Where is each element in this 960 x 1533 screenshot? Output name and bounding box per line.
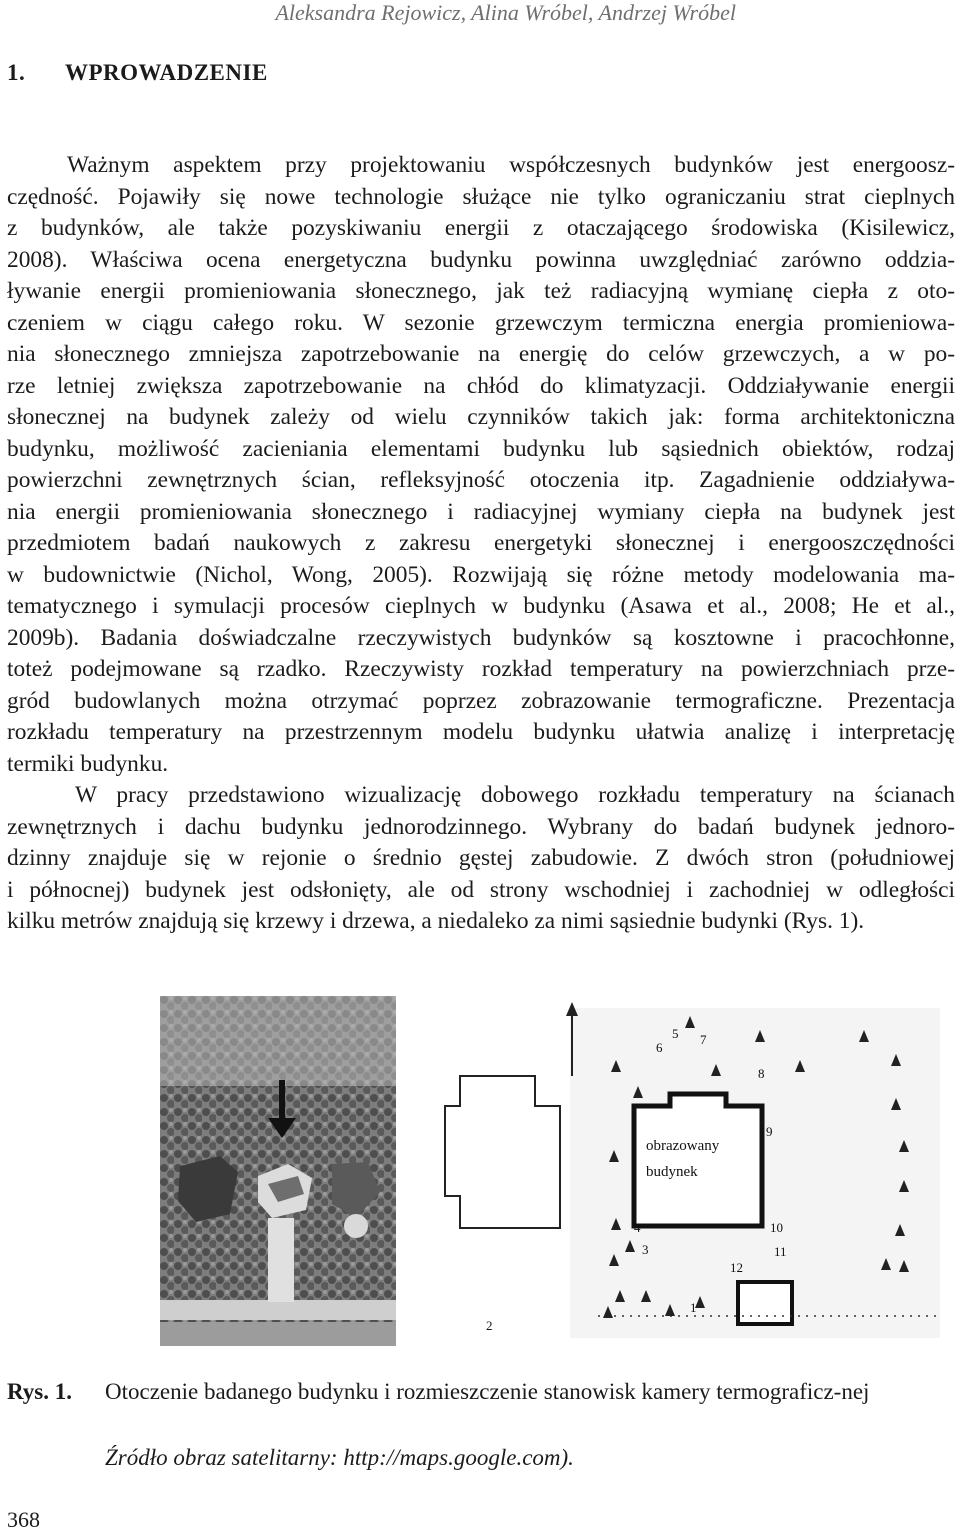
text-line: rze letniej zwiększa zapotrzebowanie na chłód do klimatyzacji. Oddziaływanie energii [7,372,955,399]
text-line: powierzchni zewnętrznych ścian, refleksyjność otoczenia itp. Zagadnienie oddziaływa- [7,467,955,493]
text-line: w budownictwie (Nichol, Wong, 2005). Rozwijają się różne metody modelowania ma- [7,561,955,588]
text-line: Ważnym aspektem przy projektowaniu współczesnych budynków jest energoosz- [67,152,955,178]
text-line: z budynków, ale także pozyskiwaniu energii z otaczającego środowiska (Kisilewicz, [7,215,955,241]
text-line: 2009b). Badania doświadczalne rzeczywistych budynków są kosztowne i pracochłonne, [7,624,955,651]
text-line: tematycznego i symulacji procesów cieplnych w budynku (Asawa et al., 2008; He et al., [7,593,955,619]
section-number: 1. [7,60,26,85]
site-map [396,996,960,1346]
text-line: kilku metrów znajdują się krzewy i drzewa, a niedaleko za nimi sąsiednie budynki (Rys. 1). [7,908,865,934]
caption-label: Rys. 1. [7,1379,73,1404]
text-line: gród budowlanych można otrzymać poprzez zobrazowanie termograficzne. Prezentacja [7,687,955,714]
text-line: dzinny znajduje się w rejonie o średnio gęstej zabudowie. Z dwóch stron (południowej [7,845,955,871]
running-header-authors: Aleksandra Rejowicz, Alina Wróbel, Andrzej Wróbel [275,0,736,25]
text-line: zewnętrznych i dachu budynku jednorodzinnego. Wybrany do badań budynek jednoro- [7,813,955,840]
text-line: termiki budynku. [7,750,169,777]
caption-source: Źródło obraz satelitarny: http://maps.google.com). [105,1445,574,1470]
station-number: 12 [730,1260,743,1275]
station-number: 8 [758,1066,765,1081]
map-label-line-1: obrazowany [646,1138,720,1154]
section-heading [7,60,268,86]
surveyed-building [634,1094,762,1226]
station-number: 3 [642,1242,649,1257]
caption-text: Otoczenie badanego budynku i rozmieszczenie stanowisk kamery termograficz-nej [105,1379,870,1404]
station-number: 7 [700,1032,707,1047]
paragraph-2 [7,780,955,938]
satellite-photo [160,996,396,1346]
small-building [738,1282,792,1324]
body-text [7,150,955,938]
text-line: toteż podejmowane są rzadko. Rzeczywisty rozkład temperatury na powierzchniach prze- [7,656,955,682]
text-line: 2008). Właściwa ocena energetyczna budynku powinna uwzględniać zarówno oddzia- [7,246,955,273]
text-line: nia słonecznego zmniejsza zapotrzebowanie na energię do celów grzewczych, a w po- [7,341,955,367]
text-line: i północnej) budynek jest odsłonięty, ale od strony wschodniej i zachodniej w odległości [7,876,955,903]
page-number: 368 [7,1507,40,1532]
figure-1 [160,996,960,1346]
station-number: 4 [634,1220,641,1235]
text-line: rozkładu temperatury na przestrzennym modelu budynku ułatwia analizę i interpretację [7,719,955,745]
station-number: 10 [770,1220,783,1235]
map-label-line-2: budynek [646,1164,698,1180]
station-number: 5 [672,1026,679,1041]
text-line: W pracy przedstawiono wizualizację dobowego rozkładu temperatury na ścianach [75,782,955,808]
text-line: budynku, możliwość zacieniania elementami budynku lub sąsiednich obiektów, rodzaj [7,435,955,462]
text-line: ływanie energii promieniowania słonecznego, jak też radiacyjną wymianę ciepła z oto- [7,278,955,304]
text-line: czędność. Pojawiły się nowe technologie służące nie tylko ograniczaniu strat cieplnych [7,183,955,210]
text-line: przedmiotem badań naukowych z zakresu energetyki słonecznej i energooszczędności [7,530,955,556]
station-number: 6 [656,1040,663,1055]
text-line: nia energii promieniowania słonecznego i radiacyjnej wymiany ciepła na budynek jest [7,498,955,525]
text-line: słonecznej na budynek zależy od wielu czynników takich jak: forma architektoniczna [7,404,955,430]
station-number: 2 [486,1318,493,1333]
station-number: 9 [766,1124,773,1139]
station-number: 1 [690,1300,697,1315]
figure-svg [160,996,960,1346]
paragraph-1 [7,150,955,780]
section-title: WPROWADZENIE [65,60,268,85]
station-number: 11 [774,1244,787,1259]
text-line: czeniem w ciągu całego roku. W sezonie grzewczym termiczna energia promieniowa- [7,309,955,336]
